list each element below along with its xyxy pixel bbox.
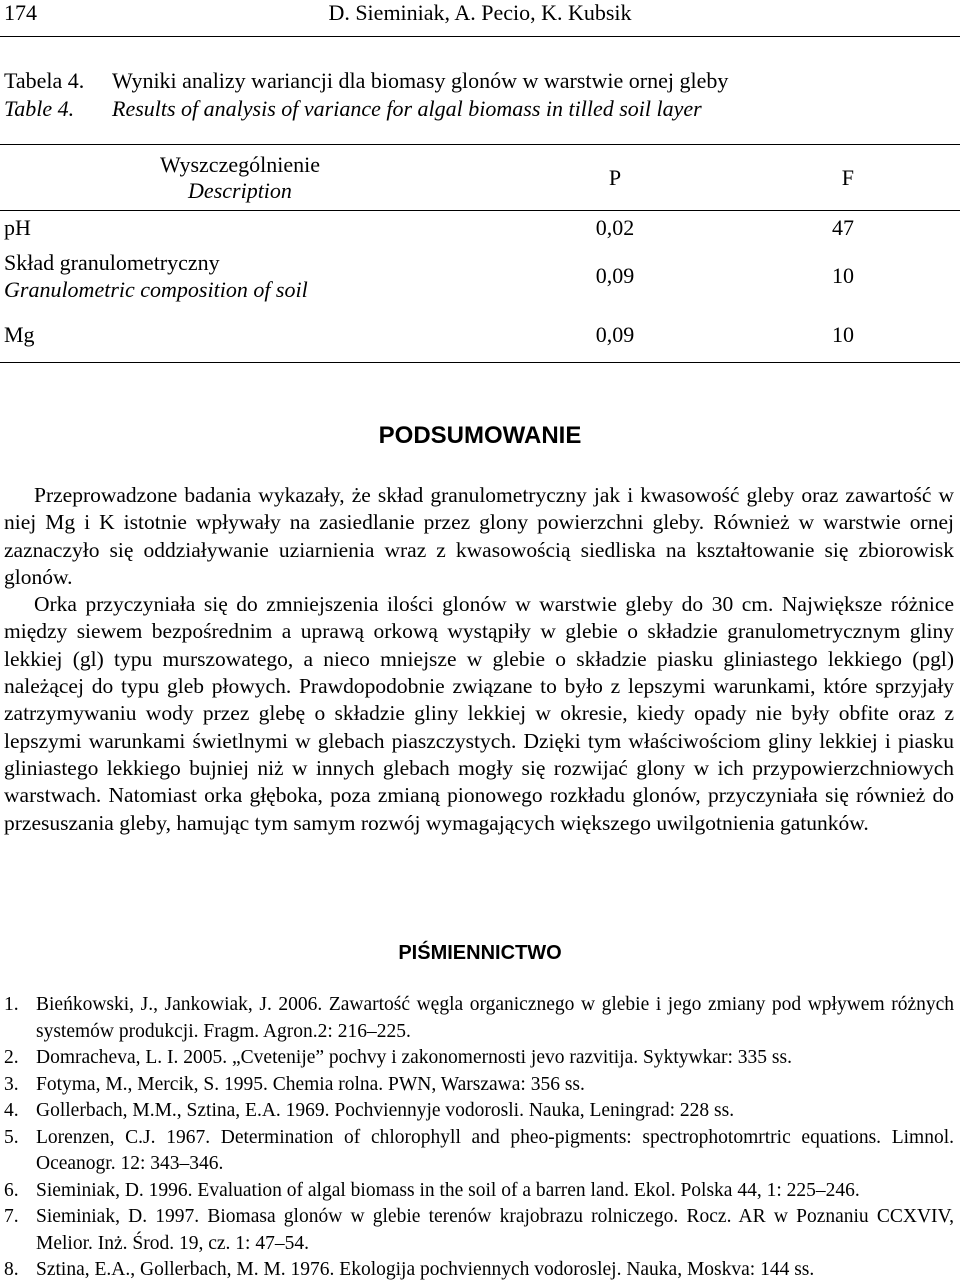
reference-number: 5. [4, 1126, 19, 1148]
header-description-en: Description [188, 178, 292, 203]
row-f-value: 47 [832, 215, 854, 240]
reference-text: Lorenzen, C.J. 1967. Determination of chlorophyll and pheo-pigments: spectrophotomrtric equations. Limnol. Oceanogr. 12: 343–346. [36, 1126, 954, 1174]
reference-text: Domracheva, L. I. 2005. „Cvetenije” pochvy i zakonomernosti jevo razvitija. Syktywkar: 335 ss. [36, 1047, 792, 1068]
reference-item [4, 1045, 954, 1072]
table-title-en: Results of analysis of variance for algal biomass in tilled soil layer [112, 96, 702, 121]
reference-text: Sztina, E.A., Gollerbach, M. M. 1976. Ekologija pochviennych vodoroslej. Nauka, Moskva: 144 ss. [36, 1259, 815, 1280]
header-f: F [841, 165, 854, 190]
reference-item [4, 1257, 954, 1284]
table-label-en: Table 4. [4, 96, 75, 121]
reference-item [4, 1072, 954, 1099]
reference-text: Fotyma, M., Mercik, S. 1995. Chemia rolna. PWN, Warszawa: 356 ss. [36, 1073, 585, 1095]
row-label-en: Granulometric composition of soil [4, 277, 308, 302]
row-p-value: 0,09 [595, 322, 635, 347]
table-top-rule [0, 144, 960, 145]
row-f-value: 10 [832, 263, 854, 288]
row-f-value: 10 [832, 322, 854, 347]
reference-number: 3. [4, 1073, 19, 1095]
reference-item [4, 1204, 954, 1257]
running-head-authors: D. Sieminiak, A. Pecio, K. Kubsik [328, 0, 632, 25]
reference-number: 7. [4, 1206, 19, 1227]
reference-number: 6. [4, 1179, 19, 1201]
references-heading: PIŚMIENNICTWO [398, 942, 562, 964]
summary-paragraph-1: Przeprowadzone badania wykazały, że skład granulometryczny jak i kwasowość gleby oraz zawartość w niej Mg i K istotnie wpływały na zasiedlanie przez glony powierzchni gleby. Również w warstwie ornej zaznaczyło się oddziaływanie uziarnienia wraz z kwasowością siedliska na kształtowanie się zbiorowisk glonów. [4, 483, 954, 589]
table-bottom-rule [0, 362, 960, 363]
table-header-rule [0, 210, 960, 211]
row-label: Mg [4, 322, 35, 347]
reference-text: Sieminiak, D. 1996. Evaluation of algal biomass in the soil of a barren land. Ekol. Polska 44, 1: 225–246. [36, 1179, 860, 1201]
table-label-pl: Tabela 4. [4, 68, 85, 93]
reference-text: Gollerbach, M.M., Sztina, E.A. 1969. Pochviennyje vodorosli. Nauka, Leningrad: 228 ss. [36, 1100, 735, 1121]
header-description-pl: Wyszczególnienie [160, 152, 320, 177]
reference-number: 1. [4, 994, 19, 1015]
summary-heading: PODSUMOWANIE [378, 422, 582, 449]
summary-paragraph-2: Orka przyczyniała się do zmniejszenia ilości glonów w warstwie gleby do 30 cm. Największe różnice między siewem bezpośrednim a uprawą orkową wystąpiły w glebie o składzie granulometrycznym gliny lekkiej (gl) typu murszowatego, a nieco mniejsze w glebie o składzie piasku gliniastego lekkiego (pgl) należącej do typu gleb płowych. Prawdopodobnie związane to było z lepszymi warunkami, które sprzyjały zatrzymywaniu wody przez glebę o składzie gliny lekkiej w okresie, kiedy opady nie były obfite oraz z lepszymi warunkami świetlnymi w glebach piaszczystych. Dzięki tym właściwościom gliny lekkiej i piasku gliniastego lekkiego bujniej niż w innych glebach mogły się rozwijać glony w ich przypowierzchniowych warstwach. Natomiast orka głęboka, poza zmianą pionowego rozkładu glonów, przyczyniała się również do przesuszania gleby, hamując tym samym rozwój wymagających większego uwilgotnienia gatunków. [4, 592, 954, 835]
reference-text: Bieńkowski, J., Jankowiak, J. 2006. Zawartość węgla organicznego w glebie i jego zmiany pod wpływem różnych systemów produkcji. Fragm. Agron.2: 216–225. [36, 994, 954, 1042]
reference-item [4, 1178, 954, 1205]
reference-item [4, 992, 954, 1045]
row-p-value: 0,02 [595, 215, 635, 240]
row-label: Skład granulometryczny [4, 250, 220, 275]
row-p-value: 0,09 [595, 263, 635, 288]
row-label: pH [4, 215, 31, 240]
reference-number: 4. [4, 1100, 19, 1121]
reference-text: Sieminiak, D. 1997. Biomasa glonów w glebie terenów krajobrazu rolniczego. Rocz. AR w Poznaniu CCXVIV, Melior. Inż. Środ. 19, cz. 1: 47–54. [36, 1206, 954, 1254]
header-p: P [608, 165, 622, 190]
header-rule [0, 36, 960, 37]
page-number: 174 [4, 0, 37, 25]
references-list [4, 992, 954, 1284]
summary-body [4, 482, 954, 837]
reference-item [4, 1098, 954, 1125]
table-title-pl: Wyniki analizy wariancji dla biomasy glonów w warstwie ornej gleby [112, 68, 729, 93]
reference-number: 8. [4, 1259, 19, 1280]
reference-number: 2. [4, 1047, 19, 1068]
reference-item [4, 1125, 954, 1178]
